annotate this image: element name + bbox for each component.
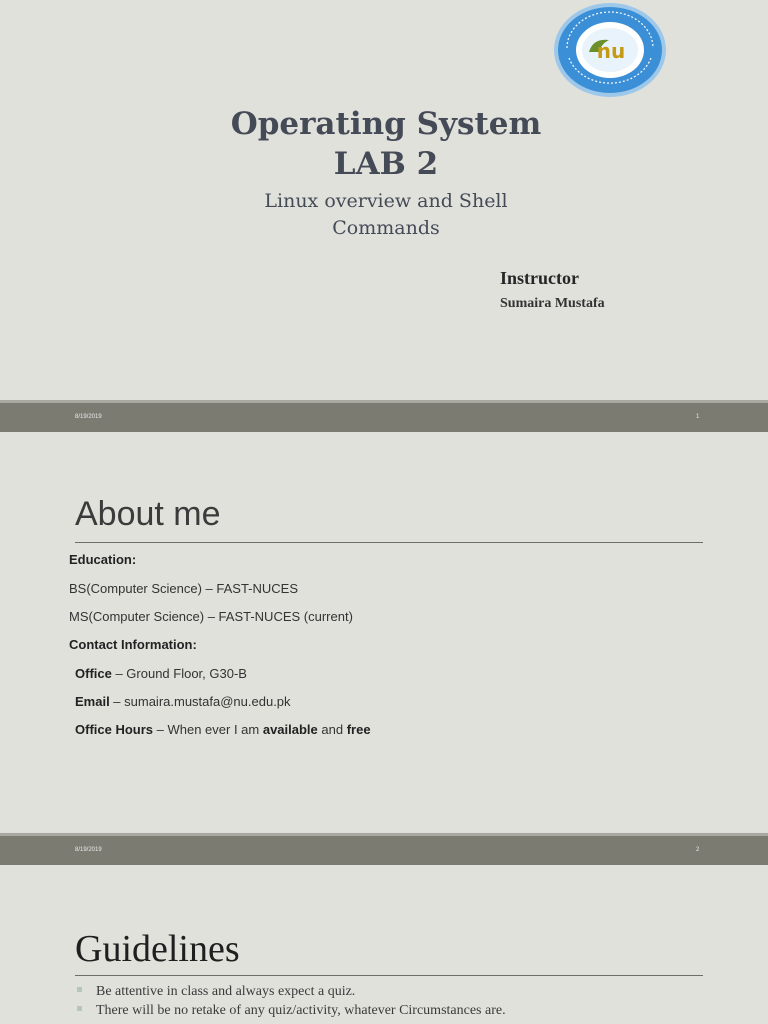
slide-footer	[0, 833, 768, 865]
slide-subtitle-line2: Commands	[332, 217, 440, 239]
footer-page-number: 2	[696, 847, 700, 853]
footer-date: 8/19/2019	[75, 847, 102, 853]
svg-text:nu: nu	[596, 39, 626, 63]
contact-label: Contact Information:	[69, 637, 197, 652]
education-label: Education:	[69, 552, 137, 567]
slide-title-line1: Operating System	[230, 106, 542, 142]
education-item: BS(Computer Science) – FAST-NUCES	[69, 581, 299, 596]
footer-page-number: 1	[696, 414, 700, 420]
heading-divider	[75, 542, 703, 543]
slide-subtitle-line1: Linux overview and Shell	[264, 190, 508, 212]
instructor-label: Instructor	[500, 268, 579, 288]
guideline-bullet: Be attentive in class and always expect a quiz.	[77, 984, 355, 1000]
education-item: MS(Computer Science) – FAST-NUCES (current)	[69, 609, 353, 624]
university-logo	[553, 2, 667, 98]
slide-heading: Guidelines	[75, 928, 240, 970]
slide-footer	[0, 400, 768, 432]
slide-heading: About me	[75, 495, 221, 533]
bullet-marker-icon	[77, 987, 82, 992]
instructor-name: Sumaira Mustafa	[500, 296, 605, 311]
slide-guidelines	[0, 865, 768, 1024]
footer-date: 8/19/2019	[75, 414, 102, 420]
slide-title	[0, 0, 768, 400]
bullet-marker-icon	[77, 1006, 82, 1011]
office-info: Office – Ground Floor, G30-B	[75, 666, 247, 681]
slide-title-line2: LAB 2	[333, 146, 439, 182]
email-info: Email – sumaira.mustafa@nu.edu.pk	[75, 694, 291, 709]
guideline-bullet: There will be no retake of any quiz/activity, whatever Circumstances are.	[77, 1003, 506, 1019]
slide-about-me	[0, 432, 768, 832]
office-hours-info: Office Hours – When ever I am available and free	[75, 722, 371, 737]
heading-divider	[75, 975, 703, 976]
